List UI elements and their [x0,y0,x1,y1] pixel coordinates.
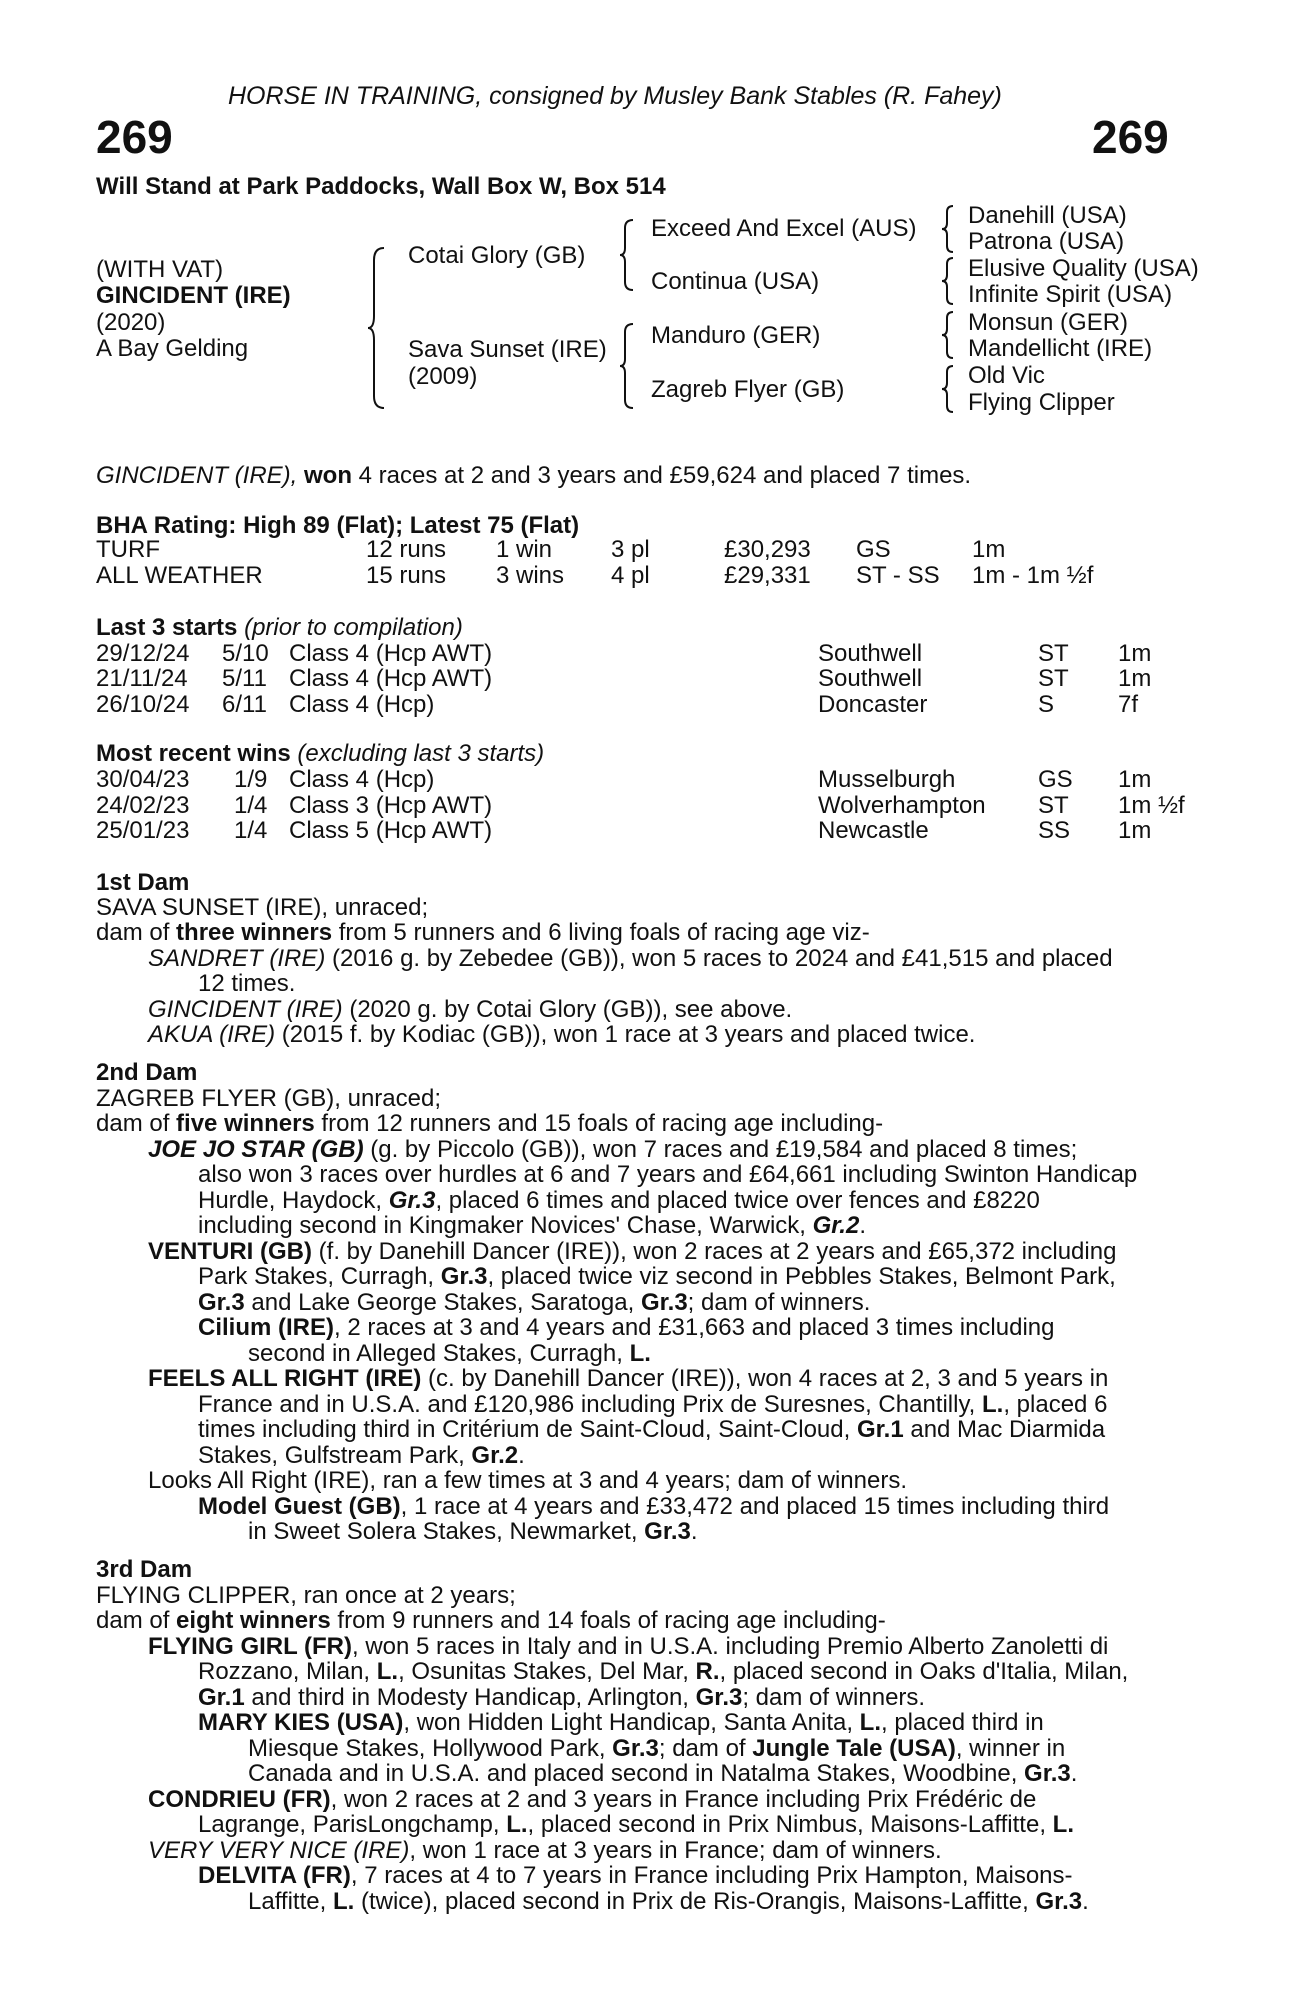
progeny-gincident: GINCIDENT (IRE) (2020 g. by Cotai Glory (GB)), see above. [148,996,793,1023]
progeny-cilium: Cilium (IRE), 2 races at 3 and 4 years and £31,663 and placed 3 times including [198,1314,1055,1341]
win-date: 25/01/23 [96,817,190,844]
progeny-condrieu: CONDRIEU (FR), won 2 races at 2 and 3 years in France including Prix Frédéric de [148,1786,1037,1813]
rating-surface: ALL WEATHER [96,562,263,589]
win-date: 30/04/23 [96,766,190,793]
win-course: Newcastle [818,817,929,844]
start-going: ST [1038,640,1069,667]
rating-wins: 1 win [496,536,553,563]
recent-title: Most recent wins [96,740,291,767]
progeny-sandret: SANDRET (IRE) (2016 g. by Zebedee (GB)), won 5 races to 2024 and £41,515 and placed [148,945,1113,972]
win-class: Class 5 (Hcp AWT) [289,817,493,844]
win-distance: 1m ½f [1118,792,1185,819]
rating-going: GS [856,536,891,563]
pedigree-brace-gs4 [940,364,956,414]
progeny-flying-girl: FLYING GIRL (FR), won 5 races in Italy and in U.S.A. including Premio Alberto Zanoletti di [148,1633,1109,1660]
win-date: 24/02/23 [96,792,190,819]
catalogue-header: HORSE IN TRAINING, consigned by Musley Bank Stables (R. Fahey) [228,82,1002,110]
pedigree-gs1: Exceed And Excel (AUS) [651,215,917,242]
progeny-delvita-cont: Laffitte, L. (twice), placed second in Prix de Ris-Orangis, Maisons-Laffitte, Gr.3. [248,1888,1089,1915]
progeny-joe-jo-star-cont: including second in Kingmaker Novices' Chase, Warwick, Gr.2. [198,1212,866,1239]
progeny-akua: AKUA (IRE) (2015 f. by Kodiac (GB)), won 1 race at 3 years and placed twice. [148,1021,976,1048]
start-going: ST [1038,665,1069,692]
progeny-looks-all-right: Looks All Right (IRE), ran a few times at 3 and 4 years; dam of winners. [148,1467,907,1494]
start-class: Class 4 (Hcp AWT) [289,640,493,667]
rating-going: ST - SS [856,562,940,589]
recent-note: (excluding last 3 starts) [297,740,545,767]
first-dam-name: SAVA SUNSET (IRE), unraced; [96,894,429,921]
start-date: 26/10/24 [96,691,190,718]
win-position: 1/9 [234,766,268,793]
pedigree-dam-year: (2009) [408,363,478,390]
start-position: 5/10 [222,640,269,667]
progeny-very-very-nice: VERY VERY NICE (IRE), won 1 race at 3 years in France; dam of winners. [148,1837,942,1864]
vat-status: (WITH VAT) [96,256,224,283]
progeny-model-guest: Model Guest (GB), 1 race at 4 years and £33,472 and placed 15 times including third [198,1493,1110,1520]
stand-location: Will Stand at Park Paddocks, Wall Box W, Box 514 [96,173,666,200]
win-going: ST [1038,792,1069,819]
win-distance: 1m [1118,817,1152,844]
pedigree-brace-main [366,246,388,410]
progeny-feels-all-right-cont: France and in U.S.A. and £120,986 including Prix de Suresnes, Chantilly, L., placed 6 [198,1391,1108,1418]
progeny-venturi-cont: Park Stakes, Curragh, Gr.3, placed twice viz second in Pebbles Stakes, Belmont Park, [198,1263,1116,1290]
progeny-delvita: DELVITA (FR), 7 races at 4 to 7 years in France including Prix Hampton, Maisons- [198,1862,1073,1889]
pedigree-gs4: Zagreb Flyer (GB) [651,376,845,403]
win-class: Class 3 (Hcp AWT) [289,792,493,819]
start-date: 21/11/24 [96,665,188,692]
pedigree-ggs-7: Old Vic [968,362,1045,389]
start-distance: 1m [1118,640,1152,667]
progeny-joe-jo-star-cont: also won 3 races over hurdles at 6 and 7 years and £64,661 including Swinton Handicap [198,1161,1138,1188]
pedigree-sire: Cotai Glory (GB) [408,242,586,269]
progeny-sandret-cont: 12 times. [198,970,296,997]
summary-won: won [304,462,352,489]
pedigree-ggs-4: Infinite Spirit (USA) [968,281,1173,308]
progeny-mary-kies-cont: Canada and in U.S.A. and placed second in Natalma Stakes, Woodbine, Gr.3. [248,1760,1078,1787]
progeny-mary-kies-cont: Miesque Stakes, Hollywood Park, Gr.3; dam of Jungle Tale (USA), winner in [248,1735,1066,1762]
start-distance: 1m [1118,665,1152,692]
race-summary [96,463,971,488]
progeny-flying-girl-cont: Gr.1 and third in Modesty Handicap, Arlington, Gr.3; dam of winners. [198,1684,926,1711]
progeny-mary-kies: MARY KIES (USA), won Hidden Light Handicap, Santa Anita, L., placed third in [198,1709,1044,1736]
progeny-flying-girl-cont: Rozzano, Milan, L., Osunitas Stakes, Del Mar, R., placed second in Oaks d'Italia, Milan, [198,1658,1129,1685]
horse-year: (2020) [96,309,166,336]
horse-description: A Bay Gelding [96,335,249,362]
second-dam-title: 2nd Dam [96,1059,198,1086]
start-class: Class 4 (Hcp AWT) [289,665,493,692]
summary-text: 4 races at 2 and 3 years and £59,624 and placed 7 times. [352,462,972,489]
win-position: 1/4 [234,792,268,819]
pedigree-ggs-1: Danehill (USA) [968,202,1127,229]
pedigree-brace-gs2 [940,256,956,306]
start-position: 6/11 [222,691,267,718]
recent-heading [96,741,544,766]
start-date: 29/12/24 [96,640,190,667]
win-going: SS [1038,817,1071,844]
start-class: Class 4 (Hcp) [289,691,435,718]
progeny-feels-all-right-cont: times including third in Critérium de Saint-Cloud, Saint-Cloud, Gr.1 and Mac Diarmida [198,1416,1106,1443]
win-course: Musselburgh [818,766,956,793]
start-going: S [1038,691,1055,718]
bha-rating-title: BHA Rating: High 89 (Flat); Latest 75 (Flat) [96,512,580,539]
rating-prize: £30,293 [724,536,811,563]
second-dam-name: ZAGREB FLYER (GB), unraced; [96,1085,441,1112]
third-dam-name: FLYING CLIPPER, ran once at 2 years; [96,1582,516,1609]
progeny-venturi: VENTURI (GB) (f. by Danehill Dancer (IRE)), won 2 races at 2 years and £65,372 including [148,1238,1117,1265]
pedigree-dam: Sava Sunset (IRE) [408,336,607,363]
third-dam-produce: dam of eight winners from 9 runners and 14 foals of racing age including- [96,1607,886,1634]
win-distance: 1m [1118,766,1152,793]
progeny-condrieu-cont: Lagrange, ParisLongchamp, L., placed second in Prix Nimbus, Maisons-Laffitte, L. [198,1811,1074,1838]
start-course: Southwell [818,665,923,692]
win-course: Wolverhampton [818,792,986,819]
pedigree-ggs-2: Patrona (USA) [968,228,1125,255]
pedigree-brace-gs3 [940,310,956,360]
pedigree-ggs-5: Monsun (GER) [968,309,1129,336]
first-dam-title: 1st Dam [96,869,190,896]
first-dam-produce: dam of three winners from 5 runners and 6 living foals of racing age viz- [96,919,870,946]
rating-distance: 1m - 1m ½f [972,562,1094,589]
rating-surface: TURF [96,536,160,563]
rating-placed: 4 pl [611,562,650,589]
pedigree-brace-dam [618,322,636,410]
start-distance: 7f [1118,691,1139,718]
progeny-joe-jo-star-cont: Hurdle, Haydock, Gr.3, placed 6 times and placed twice over fences and £8220 [198,1187,1040,1214]
progeny-feels-all-right: FEELS ALL RIGHT (IRE) (c. by Danehill Dancer (IRE)), won 4 races at 2, 3 and 5 years in [148,1365,1109,1392]
second-dam-produce: dam of five winners from 12 runners and 15 foals of racing age including- [96,1110,884,1137]
progeny-feels-all-right-cont: Stakes, Gulfstream Park, Gr.2. [198,1442,525,1469]
last3-heading [96,615,463,640]
start-position: 5/11 [222,665,267,692]
start-course: Southwell [818,640,923,667]
rating-prize: £29,331 [724,562,811,589]
win-going: GS [1038,766,1073,793]
pedigree-brace-sire [618,218,636,292]
lot-number-right: 269 [1092,111,1169,163]
last3-title: Last 3 starts [96,614,238,641]
third-dam-title: 3rd Dam [96,1556,193,1583]
pedigree-gs3: Manduro (GER) [651,322,821,349]
horse-name: GINCIDENT (IRE) [96,282,291,309]
rating-distance: 1m [972,536,1006,563]
pedigree-ggs-6: Mandellicht (IRE) [968,335,1153,362]
lot-number-left: 269 [96,111,173,163]
rating-runs: 15 runs [366,562,447,589]
rating-runs: 12 runs [366,536,447,563]
progeny-joe-jo-star: JOE JO STAR (GB) (g. by Piccolo (GB)), won 7 races and £19,584 and placed 8 times; [148,1136,1078,1163]
start-course: Doncaster [818,691,928,718]
rating-placed: 3 pl [611,536,650,563]
pedigree-brace-gs1 [940,204,956,254]
summary-horse-name: GINCIDENT (IRE), [96,462,298,489]
rating-wins: 3 wins [496,562,565,589]
pedigree-gs2: Continua (USA) [651,268,820,295]
pedigree-ggs-3: Elusive Quality (USA) [968,255,1199,282]
last3-note: (prior to compilation) [244,614,463,641]
win-position: 1/4 [234,817,268,844]
pedigree-ggs-8: Flying Clipper [968,389,1115,416]
progeny-venturi-cont: Gr.3 and Lake George Stakes, Saratoga, Gr.3; dam of winners. [198,1289,871,1316]
progeny-cilium-cont: second in Alleged Stakes, Curragh, L. [248,1340,651,1367]
win-class: Class 4 (Hcp) [289,766,435,793]
progeny-model-guest-cont: in Sweet Solera Stakes, Newmarket, Gr.3. [248,1518,698,1545]
